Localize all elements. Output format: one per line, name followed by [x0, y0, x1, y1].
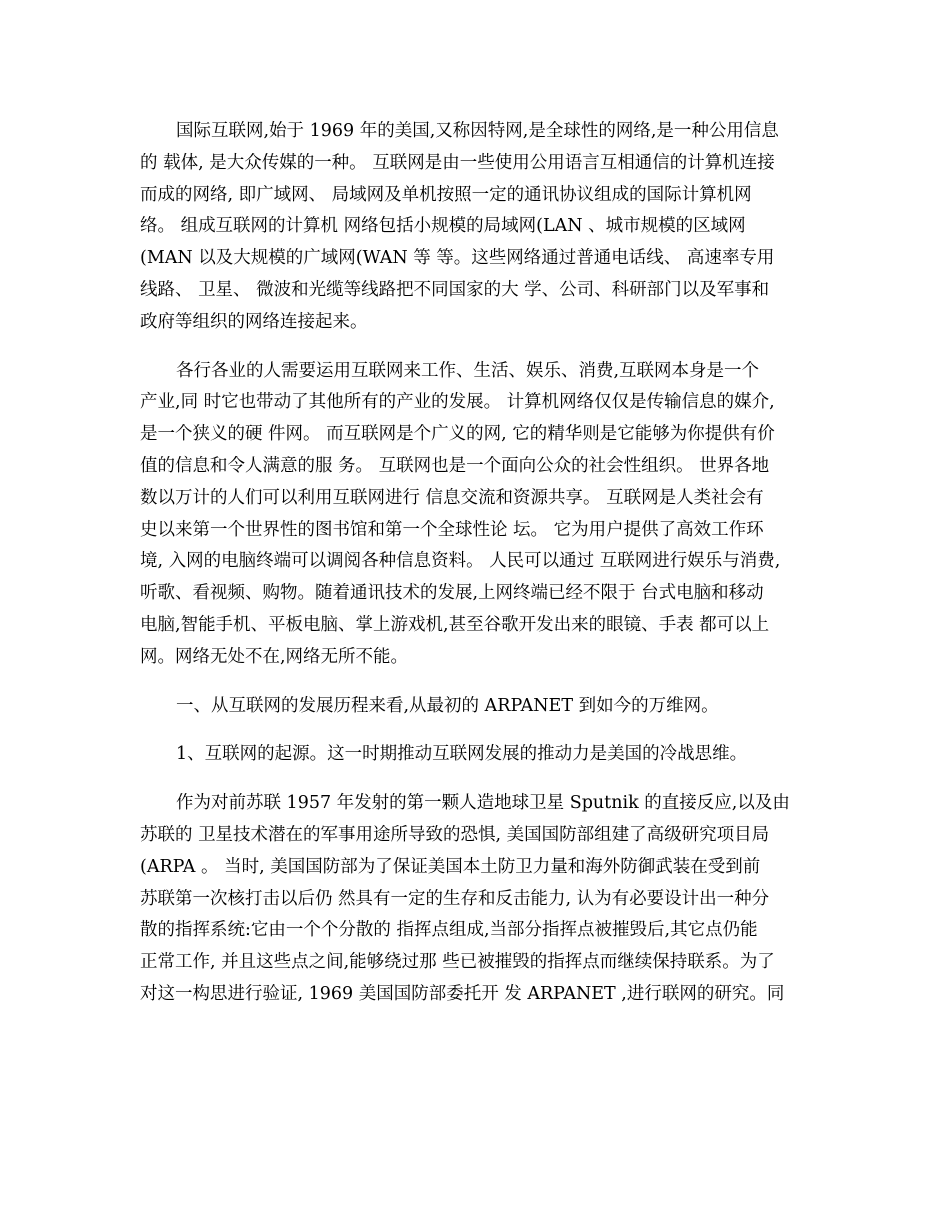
- document-body: [140, 116, 815, 1028]
- text-line: 政府等组织的网络连接起来。: [140, 311, 368, 332]
- text-line: 值的信息和令人满意的服 务。 互联网也是一个面向公众的社会性组织。 世界各地: [140, 455, 770, 476]
- text-line: 苏联第一次核打击以后仍 然具有一定的生存和反击能力, 认为有必要设计出一种分: [140, 888, 770, 909]
- paragraph-internet-intro: [140, 116, 815, 339]
- text-line: 络。 组成互联网的计算机 网络包括小规模的局域网(LAN 、城市规模的区域网: [140, 216, 746, 237]
- text-line: 电脑,智能手机、平板电脑、掌上游戏机,甚至谷歌开发出来的眼镜、手表 都可以上: [140, 614, 770, 635]
- text-line: 一、从互联网的发展历程来看,从最初的 ARPANET 到如今的万维网。: [176, 695, 719, 716]
- text-line: 听歌、看视频、购物。随着通讯技术的发展,上网终端已经不限于 台式电脑和移动: [140, 583, 764, 604]
- text-line: 的 载体, 是大众传媒的一种。 互联网是由一些使用公用语言互相通信的计算机连接: [140, 152, 775, 173]
- section-heading: [140, 691, 815, 723]
- text-line: 苏联的 卫星技术潜在的军事用途所导致的恐惧, 美国国防部组建了高级研究项目局: [140, 824, 770, 845]
- text-line: 网。网络无处不在,网络无所不能。: [140, 646, 409, 667]
- text-line: 作为对前苏联 1957 年发射的第一颗人造地球卫星 Sputnik 的直接反应,以及由: [176, 793, 790, 814]
- subsection-heading: [140, 739, 815, 771]
- text-line: 是一个狭义的硬 件网。 而互联网是个广义的网, 它的精华则是它能够为你提供有价: [140, 424, 775, 445]
- text-line: 境, 入网的电脑终端可以调阅各种信息资料。 人民可以通过 互联网进行娱乐与消费,: [140, 551, 781, 572]
- text-line: 1、互联网的起源。这一时期推动互联网发展的推动力是美国的冷战思维。: [176, 744, 748, 765]
- text-line: (ARPA 。 当时, 美国国防部为了保证美国本土防卫力量和海外防御武装在受到前: [140, 856, 761, 877]
- paragraph-arpanet-origin: [140, 788, 815, 1011]
- text-line: 散的指挥系统:它由一个个分散的 指挥点组成,当部分指挥点被摧毁后,其它点仍能: [140, 920, 758, 941]
- text-line: 国际互联网,始于 1969 年的美国,又称因特网,是全球性的网络,是一种公用信息: [176, 121, 779, 141]
- text-line: 数以万计的人们可以利用互联网进行 信息交流和资源共享。 互联网是人类社会有: [140, 487, 764, 508]
- text-line: 正常工作, 并且这些点之间,能够绕过那 些已被摧毁的指挥点而继续保持联系。为了: [140, 952, 775, 973]
- text-line: 对这一构思进行验证, 1969 美国国防部委托开 发 ARPANET ,进行联网的研究。同: [140, 983, 785, 1004]
- text-line: 产业,同 时它也带动了其他所有的产业的发展。 计算机网络仅仅是传输信息的媒介,: [140, 392, 775, 413]
- text-line: (MAN 以及大规模的广域网(WAN 等 等。这些网络通过普通电话线、 高速率专用: [140, 248, 775, 269]
- text-line: 各行各业的人需要运用互联网来工作、生活、娱乐、消费,互联网本身是一个: [176, 360, 760, 381]
- text-line: 线路、 卫星、 微波和光缆等线路把不同国家的大 学、公司、科研部门以及军事和: [140, 279, 770, 300]
- text-line: 史以来第一个世界性的图书馆和第一个全球性论 坛。 它为用户提供了高效工作环: [140, 519, 764, 540]
- paragraph-internet-industry: [140, 356, 815, 674]
- text-line: 而成的网络, 即广域网、 局域网及单机按照一定的通讯协议组成的国际计算机网: [140, 184, 752, 205]
